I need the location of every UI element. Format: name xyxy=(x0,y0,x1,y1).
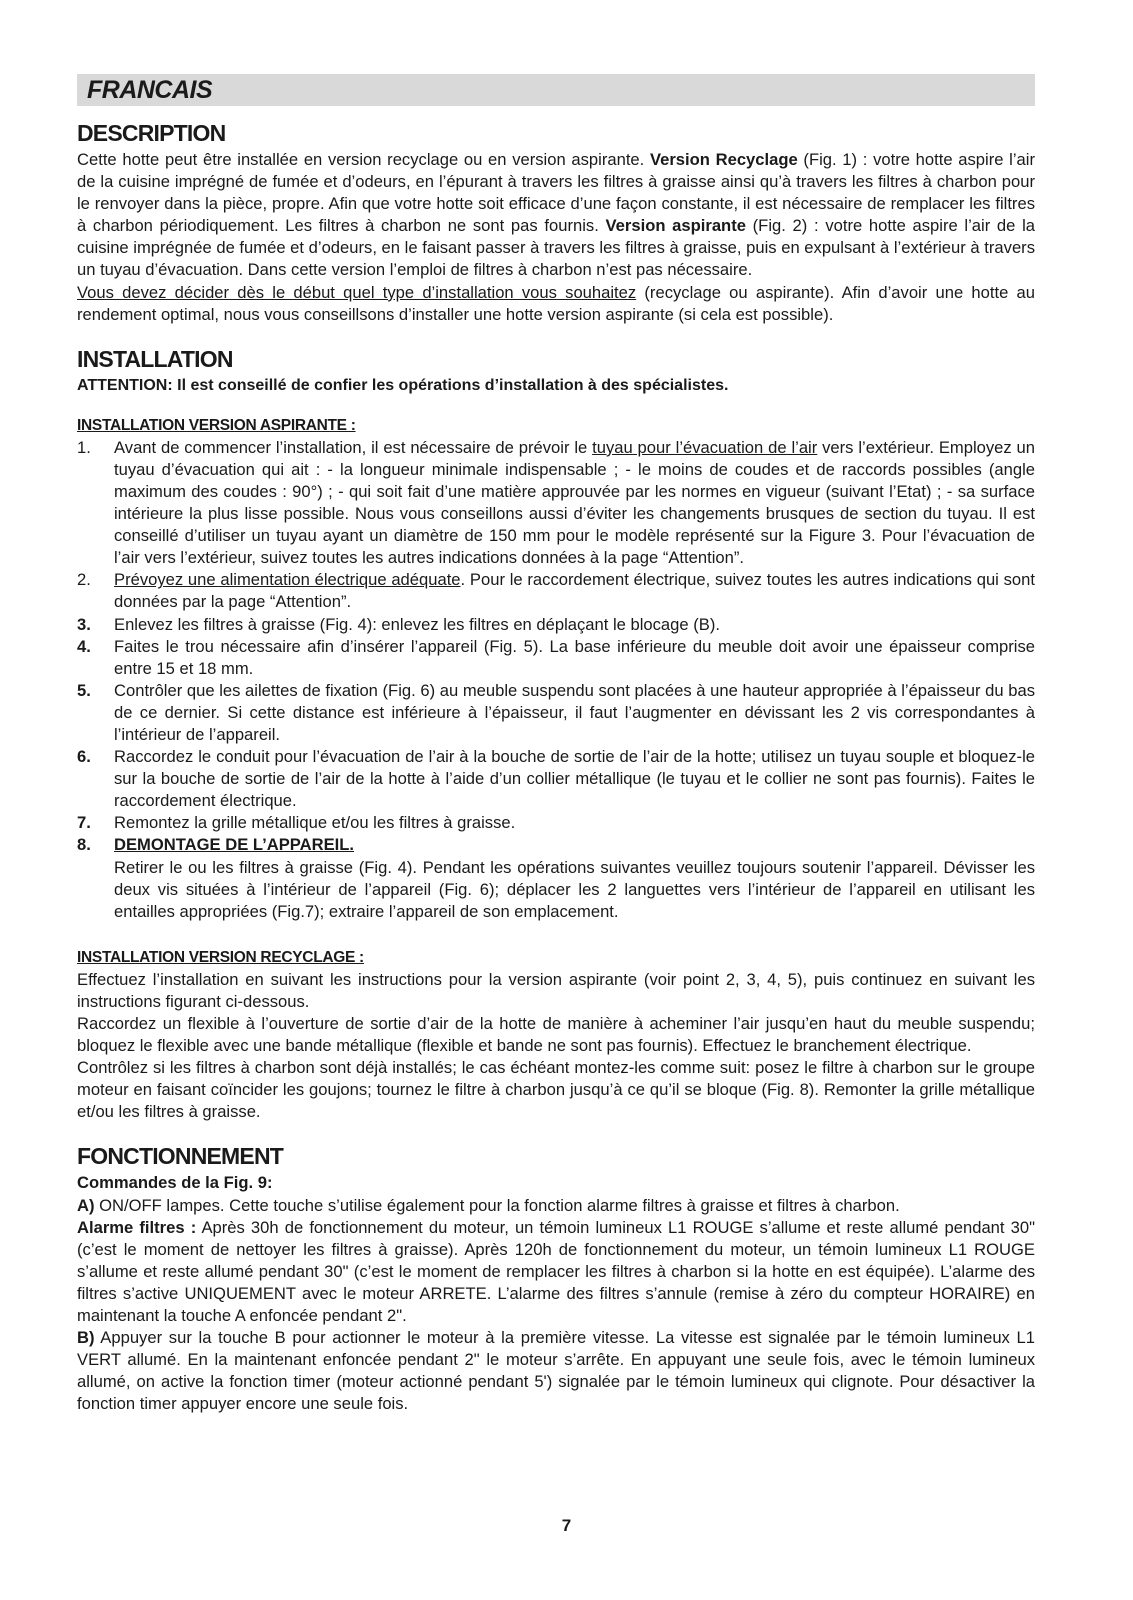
list-item xyxy=(77,680,1035,746)
fonctionnement-heading: FONCTIONNEMENT xyxy=(77,1143,284,1170)
underlined-advice: Vous devez décider dès le début quel type d’installation vous souhaitez xyxy=(77,282,637,302)
control-a-paragraph xyxy=(77,1195,1035,1217)
step-number: 5. xyxy=(77,680,91,700)
step-text: Remontez la grille métallique et/ou les filtres à graisse. xyxy=(114,813,516,833)
control-b-paragraph xyxy=(77,1327,1035,1415)
recyclage-paragraph-2: Raccordez un flexible à l’ouverture de sortie d’air de la hotte de manière à acheminer l’air jusqu’en haut du meuble suspendu; bloquez le flexible avec une bande métallique (flexible et bande ne sont pas fournis). Effectuez le branchement électrique. xyxy=(77,1014,1035,1056)
text-run: (Fig. 2) : votre hotte aspire l’air de la cuisine imprégnée de fumée et d’odeurs, en le faisant passer à travers les filtres à graisse, puis en expulsant à l’extérieur à travers un tuyau d’évacuation. Dans cette version l’emploi de filtres à charbon n’est pas nécessaire. xyxy=(77,216,1036,280)
description-section xyxy=(77,120,1035,326)
language-label: FRANCAIS xyxy=(87,75,213,104)
control-b-label: B) xyxy=(77,1328,95,1348)
step-text xyxy=(114,569,1035,613)
installation-section xyxy=(77,346,1035,1124)
text-run: Avant de commencer l’installation, il est nécessaire de prévoir le xyxy=(114,437,593,457)
step-number: 3. xyxy=(77,614,91,634)
aspirante-subheading: INSTALLATION VERSION ASPIRANTE : xyxy=(77,416,356,434)
list-item xyxy=(77,636,1035,680)
text-run: (recyclage ou aspirante). Afin d’avoir une hotte au rendement optimal, nous vous conseillsons d’installer une hotte version aspirante (si cela est possible). xyxy=(77,282,1035,324)
commandes-label: Commandes de la Fig. 9: xyxy=(77,1173,273,1193)
page-number: 7 xyxy=(561,1516,572,1535)
aspirante-steps xyxy=(77,437,1035,923)
demontage-text: Retirer le ou les filtres à graisse (Fig. 4). Pendant les opérations suivantes veuillez toujours soutenir l’appareil. Dévisser les deux vis situées à l’intérieur de l’appareil (Fig. 6); déplacer les 2 languettes vers l’intérieur de l’appareil en utilisant les entailles appropriées (Fig.7); extraire l’appareil de son emplacement. xyxy=(114,857,1035,921)
underlined-text: Prévoyez une alimentation électrique adéquate xyxy=(114,570,461,590)
text-run: vers l’extérieur. Employez un tuyau d’évacuation qui ait : - la longueur minimale indispensable ; - le moins de coudes et de raccords possibles (angle maximum des coudes : 90°) ; - qui soit fait d’une matière approuvée par les normes en vigueur (suivant l’Etat) ; - sa surface intérieure la plus lisse possible. Nous vous conseillons aussi d’éviter les changements brusques de section du tuyau. Il est conseillé d’utiliser un tuyau ayant un diamètre de 150 mm pour le modèle représenté sur la Figure 3. Pour l’évacuation de l’air vers l’extérieur, suivez toutes les autres indications données à la page “Attention”. xyxy=(114,437,1035,568)
control-a-label: A) xyxy=(77,1195,95,1215)
version-aspirante-term: Version aspirante xyxy=(605,216,746,236)
recyclage-subheading: INSTALLATION VERSION RECYCLAGE : xyxy=(77,948,364,966)
manual-page xyxy=(77,74,1035,1436)
list-item xyxy=(77,614,1035,636)
step-text xyxy=(114,437,1035,570)
list-item xyxy=(77,569,1035,613)
step-text: Raccordez le conduit pour l’évacuation de l’air à la bouche de sortie de l’air de la hotte; utilisez un tuyau souple et bloquez-le sur la bouche de sortie de l’air de la hotte à l’aide d’un collier métallique (le tuyau et le collier ne sont pas fournis). Faites le raccordement électrique. xyxy=(114,747,1035,811)
step-text: Enlevez les filtres à graisse (Fig. 4): enlevez les filtres en déplaçant le blocage (B). xyxy=(114,614,720,634)
text-run: . Pour le raccordement électrique, suivez toutes les autres indications qui sont données par la page “Attention”. xyxy=(114,570,1035,612)
text-run: ON/OFF lampes. Cette touche s’utilise également pour la fonction alarme filtres à graisse et filtres à charbon. xyxy=(94,1195,900,1215)
installation-heading: INSTALLATION xyxy=(77,345,233,372)
description-heading: DESCRIPTION xyxy=(77,120,226,146)
recyclage-paragraph-3: Contrôlez si les filtres à charbon sont déjà installés; le cas échéant montez-les comme suit: posez le filtre à charbon sur le groupe moteur en faisant coïncider les goujons; tournez le filtre à charbon jusqu’à ce qu’il se bloque (Fig. 8). Remonter la grille métallique et/ou les filtres à graisse. xyxy=(77,1058,1035,1122)
step-number: 7. xyxy=(77,813,91,833)
step-number: 2. xyxy=(77,570,91,590)
step-text xyxy=(114,834,1035,922)
list-item xyxy=(77,812,1035,834)
text-run: Appuyer sur la touche B pour actionner le moteur à la première vitesse. La vitesse est signalée par le témoin lumineux L1 VERT allumé. En la maintenant enfoncée pendant 2" le moteur s’arrête. En appuyant une seule fois, avec le témoin lumineux allumé, on active la fonction timer (moteur actionné pendant 5') signalée par le témoin lumineux qui clignote. Pour désactiver la fonction timer appuyer encore une seule fois. xyxy=(77,1328,1035,1414)
step-number: 6. xyxy=(77,747,91,767)
attention-note: ATTENTION: Il est conseillé de confier les opérations d’installation à des spécialistes. xyxy=(77,376,729,394)
alarme-label: Alarme filtres : xyxy=(77,1217,197,1237)
fonctionnement-section xyxy=(77,1143,1035,1415)
list-item xyxy=(77,746,1035,812)
step-text: Contrôler que les ailettes de fixation (Fig. 6) au meuble suspendu sont placées à une hauteur appropriée à l’épaisseur du bas de ce dernier. Si cette distance est inférieure à l’épaisseur, il faut l’augmenter en dévissant les 2 vis correspondantes à l’intérieur de l’appareil. xyxy=(114,680,1035,744)
list-item xyxy=(77,834,1035,922)
language-banner xyxy=(77,74,1035,106)
description-paragraph-2 xyxy=(77,282,1035,326)
step-number: 1. xyxy=(77,437,91,457)
recyclage-paragraph-1: Effectuez l’installation en suivant les instructions pour la version aspirante (voir point 2, 3, 4, 5), puis continuez en suivant les instructions figurant ci-dessous. xyxy=(77,969,1035,1011)
alarme-paragraph xyxy=(77,1217,1035,1327)
description-paragraph-1 xyxy=(77,149,1035,282)
underlined-text: tuyau pour l’évacuation de l’air xyxy=(592,437,818,457)
step-text: Faites le trou nécessaire afin d’insérer l’appareil (Fig. 5). La base inférieure du meuble doit avoir une épaisseur comprise entre 15 et 18 mm. xyxy=(114,636,1035,678)
version-recyclage-term: Version Recyclage xyxy=(649,150,798,169)
text-run: (Fig. 1) : votre hotte aspire l’air de la cuisine imprégné de fumée et d’odeurs, en l’épurant à travers les filtres à graisse ainsi qu’à travers les filtres à charbon pour le renvoyer dans la pièce, propre. Afin que votre hotte soit efficace d’une façon constante, il est nécessaire de remplacer les filtres à charbon périodiquement. Les filtres à charbon ne sont pas fournis. xyxy=(77,150,1035,236)
step-number: 4. xyxy=(77,636,91,656)
demontage-title: DEMONTAGE DE L’APPAREIL. xyxy=(114,835,355,855)
step-number: 8. xyxy=(77,835,91,855)
text-run: Après 30h de fonctionnement du moteur, un témoin lumineux L1 ROUGE s’allume et reste allumé pendant 30" (c’est le moment de nettoyer les filtres à graisse). Après 120h de fonctionnement du moteur, un témoin lumineux L1 ROUGE s’allume et reste allumé pendant 30" (c’est le moment de remplacer les filtres à charbon si la hotte en est équipée). L’alarme des filtres s’active UNIQUEMENT avec le moteur ARRETE. L’alarme des filtres s’annule (remise à zéro du compteur HORAIRE) en maintenant la touche A enfoncée pendant 2". xyxy=(77,1217,1035,1326)
text-run: Cette hotte peut être installée en version recyclage ou en version aspirante. xyxy=(77,150,650,169)
list-item xyxy=(77,437,1035,570)
